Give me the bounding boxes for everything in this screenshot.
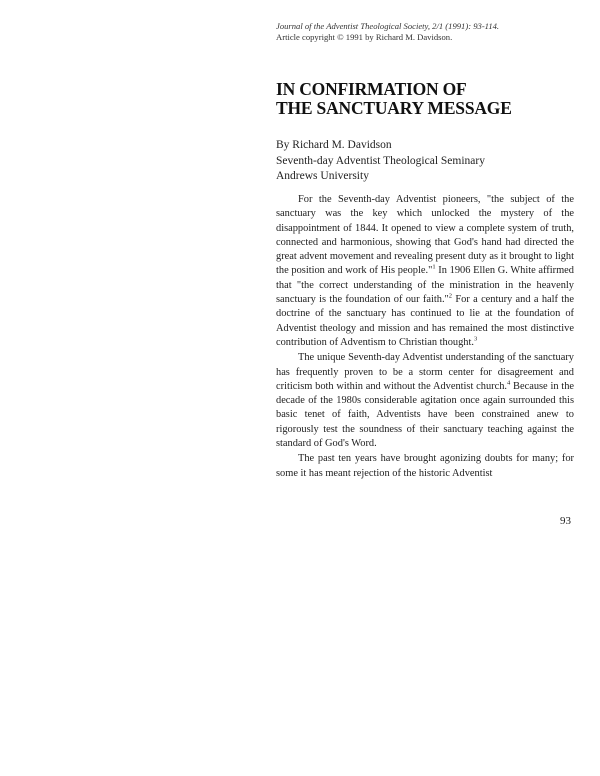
article-title xyxy=(276,80,576,118)
paragraph-text: Because in the decade of the 1980s considerable agitation once again surrounded this basic tenet of faith, Adventists have been constrained anew to rigorously test the soundness of their sanctuary teaching against the standard of God's Word. xyxy=(276,380,575,450)
paragraph-text: For the Seventh-day Adventist pioneers, "the subject of the sanctuary was the key which unlocked the mystery of the disappointment of 1844. It opened to view a complete system of truth, connected and harmonious, showing that God's hand had directed the great advent movement and revealing present duty as it brought to light the position and work of His people." xyxy=(276,194,574,277)
title-line-1: IN CONFIRMATION OF xyxy=(276,79,467,99)
paragraph-text: The unique Seventh-day Adventist understanding of the sanctuary has frequently proven to be a storm center for disagreement and criticism both within and without the Adventist church. xyxy=(276,352,574,392)
byline xyxy=(276,138,576,185)
paragraph-text: In 1906 Ellen G. White affirmed that "the correct understanding of the ministration in the heavenly sanctuary is the foundation of our faith." xyxy=(276,265,574,306)
footnote-ref: 4 xyxy=(507,379,511,387)
author-institution: Andrews University xyxy=(276,170,369,182)
paragraph-2 xyxy=(276,351,574,451)
author-affiliation: Seventh-day Adventist Theological Seminary xyxy=(276,154,485,167)
footnote-ref: 3 xyxy=(474,335,478,343)
article-body xyxy=(276,193,574,482)
footnote-ref: 1 xyxy=(432,264,436,272)
page-number: 93 xyxy=(560,515,571,527)
journal-header xyxy=(276,21,536,43)
title-line-2: THE SANCTUARY MESSAGE xyxy=(276,98,512,118)
paragraph-3 xyxy=(276,452,574,481)
paragraph-text: The past ten years have brought agonizing doubts for many; for some it has meant rejection of the historic Adventist xyxy=(276,453,574,479)
journal-citation: Journal of the Adventist Theological Society, 2/1 (1991): 93-114. xyxy=(276,21,500,31)
paragraph-text: For a century and a half the doctrine of the sanctuary has continued to lie at the foundation of Adventist theology and mission and has remained the most distinctive contribution of Adventism to Christian thought. xyxy=(276,294,574,348)
paragraph-1 xyxy=(276,193,574,350)
author-name: By Richard M. Davidson xyxy=(276,139,392,151)
footnote-ref: 2 xyxy=(448,292,453,300)
copyright-notice: Article copyright © 1991 by Richard M. Davidson. xyxy=(276,32,453,42)
